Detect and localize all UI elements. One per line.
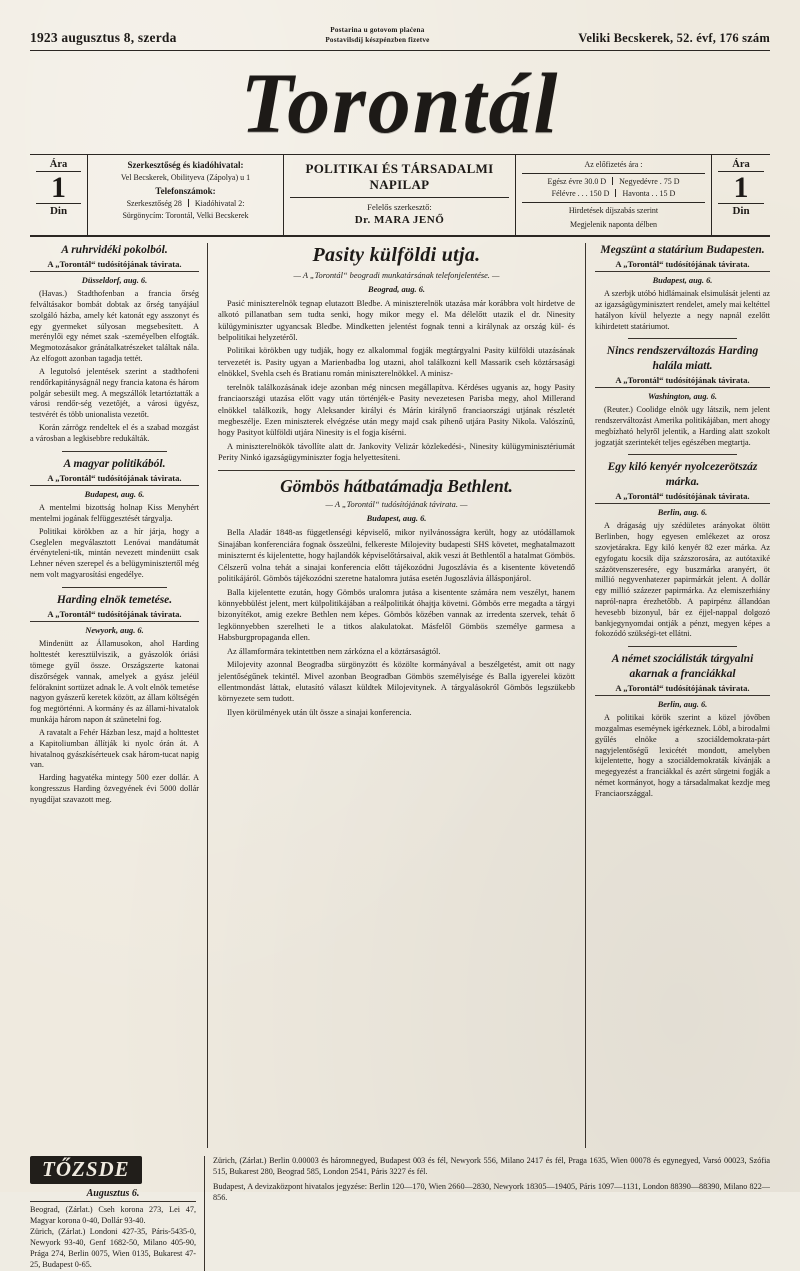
paper-type-block	[284, 155, 516, 235]
article-kicker: A „Torontál“ tudósítójának távirata.	[30, 609, 199, 622]
article-title: Harding elnök temetése.	[56, 593, 173, 606]
article-paragraph: A politikai körök szerint a közel jövőben mozgalmas eseméynek igérkeznek. Löbl, a birodalmi gyűlés elnöke a szociáldemokrata-párt nagyjelentőségű lexicétét mondott, amelyben kijelentette, hogy a szociáldemokraták kívánják a megegyezést a franciákkal és azért sürgetni fogják a német kormányot, hogy a társadalmakat kezdje meg Franciaországgal.	[595, 713, 770, 798]
article-german-socialists	[595, 652, 770, 799]
masthead-title: Torontál	[240, 55, 560, 152]
article-dateline: Düsseldorf, aug. 6.	[81, 276, 148, 286]
article-title: Pasity külföldi utja.	[312, 243, 481, 266]
issue-identifier: Veliki Becskerek, 52. évf, 176 szám	[578, 31, 770, 46]
article-dateline: Beograd, aug. 6.	[367, 284, 425, 294]
postal-line-2: Postavilsdíj készpénzben fizetve	[325, 35, 430, 44]
stock-exchange-date: Augusztus 6.	[30, 1188, 196, 1202]
article-paragraph: Politikai körökben ugy tudják, hogy ez alkalommal fogják megtárgyalni Pasity külföldi utazásának tervezetét is. Pasity ugyan a Marienbadba log utazni, ahol találkozni kell Massarik cseh köztársasági elnökkel, Svehla cseh és Bratianu román miniszterelnökkel. A minisz-	[218, 346, 575, 379]
stock-quote-block: Beograd, (Zárlat.) Cseh korona 273, Lei 47, Magyar korona 0-40, Dollár 93-40.	[30, 1204, 196, 1225]
price-currency-right: Din	[718, 203, 764, 217]
article-dateline: Newyork, aug. 6.	[85, 626, 144, 636]
stock-exchange-right	[205, 1156, 770, 1204]
article-paragraph: A mentelmi bizottság holnap Kiss Menyhért mentelmi jogának felfüggesztését tárgyalja.	[30, 503, 199, 523]
vertical-separator-icon	[612, 177, 613, 185]
article-paragraph: Bella Aladár 1848-as függetlenségi képviselő, mikor nyilvánosságra került, hogy az utódállamok Sinajában konferenciára fognak összeülni, felkereste Milojevity budapesti SHS követet, meghatalmazott miniszternt és kijelentette, hogy hajlandók képviselőtársaival, akik veszi át Bethlentől a hatalmat Gömbös. Célszerű volna tehát a sinajai konferencia előtt tájékozódni Jugoszlávia és a kisentente követendő politikájáról. Gömbös tájékozódni szeretne hatalomra jutása esetén Jugoszlávia állásponjárol.	[218, 528, 576, 584]
article-paragraph: Milojevity azonnal Beogradba sürgönyzött és közölte kormányával a beszélgetést, amit ott nagy jelentőségűnek tekintél. Mivel azonban Beogradban Gömbös személyisége és Balla igyerelei között ellentmondást láttak, elutasító választ küldtek Milojevitynek. A tárgyalásokról Gömbös legszükebb környezete sem tudott.	[218, 660, 575, 704]
stock-exchange-title: TŐZSDE	[30, 1156, 142, 1184]
editorial-office-info	[88, 155, 284, 235]
postal-line-1: Postarina u gotovom plaćena	[330, 26, 425, 34]
article-paragraph: Mindenütt az Államusokon, ahol Harding holttestét keresztülviszik, a gyászolók óriási tömege gyűl össze. Országszerte katonai díszőrségek vannak, amelyek a gyász jeléül felöraknint sortüzet adnak le. A volt elnök temetése nagyon gyászerű keretek között, az állam költségén fog megtörténni. A kormány és az állami-hivatalok munkája három napon át szünetelni fog.	[30, 639, 199, 725]
rate-quarter: Negyedévre . 75 D	[619, 176, 680, 186]
price-label-left: Ára	[36, 159, 81, 172]
article-paragraph: A legutolsó jelentések szerint a stadthofeni rendőrkapitányságnál negy francia katona és három polgár sebesült meg. A megszállók letartóztatták a városi rendőr-ség vezetőjét, a városi ügyész, testvérét és több unionalista vezetőt.	[30, 366, 199, 420]
article-dateline: Washington, aug. 6.	[648, 392, 717, 402]
article-paragraph: Politikai körökben az a hír járja, hogy a Cseglelen megválasztott Lenóvai mandátumát érvényteleni-tik, mintán nevezett mindenütt csak Lehner néven szerepel és a belügyminisztertől még nem volt magyarosítási engedélye.	[30, 526, 199, 580]
stock-exchange-left	[30, 1156, 205, 1271]
responsible-editor-label: Felelős szerkesztő:	[367, 201, 432, 212]
article-kicker: A „Torontál“ tudósítójának távirata.	[595, 491, 770, 504]
rate-month: Havonta . . 15 D	[622, 188, 676, 198]
price-label-right: Ára	[718, 159, 764, 172]
paper-type: POLITIKAI ÉS TÁRSADALMI NAPILAP	[290, 161, 509, 198]
article-no-system-change	[595, 344, 770, 448]
article-kicker: A „Torontál“ tudósítójának távirata.	[595, 259, 770, 272]
column-center	[208, 243, 586, 1148]
article-paragraph: Balla kijelentette ezután, hogy Gömbös uralomra jutása a kisentente számára nem veszélyt, hanem könnyebbülést jelent, mert külpolitikájában a reálpolitikát óhajtja követni. Gömbös erre megadta a tárgyi bizonyítékot, amig ezekre Bethlen nem képes. Gömbös közében vannak az irredenta szervek, tehát ő legkönnyebben szerelheti le a titkos alakulatokat. Másfelől Gömbös személye garmesa a Habsburgpropaganda ellen.	[218, 587, 575, 643]
office-address: Vel Becskerek, Obilityeva (Zápolya) u 1	[120, 172, 251, 182]
article-gombos-bethlen	[218, 476, 575, 719]
article-kicker: A „Torontál“ tudósítójának távirata.	[595, 683, 770, 696]
phone-label: Telefonszámok:	[155, 186, 216, 197]
article-pasity-foreign-trip	[218, 243, 575, 464]
article-divider	[628, 338, 737, 339]
article-paragraph: A szerbjk utóbó hidlámainak elsimulását jelenti az az igazságügyminisztert rendelet, amely mai keltéttel hatályon kívül helyezte a negy napnál ezelőtt kihirdetett statáriumot.	[595, 289, 770, 331]
subscription-info	[516, 155, 712, 235]
article-ruhr	[30, 243, 199, 445]
column-right	[586, 243, 770, 1148]
column-left	[30, 243, 208, 1148]
article-title: A ruhrvidéki pokolból.	[61, 243, 168, 256]
article-paragraph: (Havas.) Stadthofenban a francia őrség felváltásakor bombát dobtak az őrség tanyájául szolgáló házba, amely két katonát egy asszonyt és egy gyermeket súlyosan megsebesített. A merénylői egy német szak -szeméyelben elfogták. Megmotozásakor gránátalkatrészeket találtak nála. Az elfogott azonban tagadja tettét.	[30, 289, 199, 364]
subscription-title: Az előfizetés ára :	[522, 159, 705, 174]
issue-date: 1923 augusztus 8, szerda	[30, 30, 177, 46]
article-dateline: Berlin, aug. 6.	[657, 508, 708, 518]
phone-editorial: Szerkesztőség 28	[126, 199, 182, 209]
article-kicker: A „Torontál“ tudósítójának távirata.	[595, 375, 770, 388]
article-paragraph: (Reuter.) Coolidge elnök ugy látszik, nem jelent rendszerváltozást Amerika politikájában, mert ahogy megbízható helyről jelentik, a Harding alatt szokolt jogzatját szerintekét teljes egészében megtartja.	[595, 405, 770, 447]
article-paragraph: A ravatalt a Fehér Házban lesz, majd a holttestet a Kapitoliumban állítják ki nyolc órán át. A hivatalnoq gyászkísérteuek csak három-tucat napig van.	[30, 727, 199, 770]
article-title: A német szociálisták tárgyalni akarnak a franciákkal	[611, 653, 754, 680]
article-divider	[628, 646, 737, 647]
article-title: A magyar politikából.	[63, 457, 166, 470]
article-divider	[218, 470, 575, 471]
article-statarium-ended	[595, 243, 770, 333]
price-value-left: 1	[51, 170, 66, 204]
article-paragraph: Harding hagyatéka mintegy 500 ezer dollár. A kongresszus Harding özvegyének évi 5000 dollár nyugdíjat szavazott meg.	[30, 773, 199, 804]
article-columns	[30, 243, 770, 1148]
article-kicker: A „Torontál“ tudósítójának távirata.	[30, 473, 199, 486]
article-title: Megszünt a statárium Budapesten.	[600, 243, 765, 256]
article-title: Gömbös hátbatámadja Bethlent.	[280, 475, 513, 496]
article-hungarian-politics	[30, 457, 199, 581]
article-paragraph: terelnök találkozásának ideje azonban még nincsen megállapítva. Kérdéses ugyanis az, hogy Pasity franciaországi utazása előtt vagy után történjék-e Pasity nevezetesen Parisba megy, ahol Millerand elnökkel találkozik, hogy Aleksander királyi és Márín királynő franciaországi utjának részletét megbeszélje. Ezen miniszterek elvégzése után megy majd csak pihenő utjára Pasity Nikola. Valószínű, hogy Pasityot külföldi utjára Ninesity is el fogja kísérni.	[218, 382, 575, 438]
article-paragraph: A miniszterelnökök távollíte alatt dr. Jankovity Velizár közlekedési-, Ninesity külügyminisztériumát Perity Ninkó igazságügyminiszter fogja helyettesíteni.	[218, 441, 575, 463]
article-subkicker: — A „Torontál“ beogradi munkatársának telefonjelentése. —	[293, 270, 500, 280]
ad-rates-note: Hirdetések díjszabás szerint	[568, 205, 659, 215]
article-paragraph: Ilyen körülmények után ült össze a sinajai konferencia.	[227, 707, 412, 717]
article-divider	[628, 454, 737, 455]
article-subkicker: — A „Torontál“ tudósítójának távirata. —	[325, 500, 468, 510]
subscription-rates	[522, 174, 705, 203]
stock-quote-block: Zürich, (Zárlat.) Berlin 0.00003 és háromnegyed, Budapest 003 és fél, Newyork 556, Milano 2417 és fél, Praga 1635, Wien 00078 és egynegyed, Varsó 00023, Szófia 515, Bukarest 280, Beograd 585, London 2541, Páris 3227 és fél.	[213, 1155, 770, 1176]
editor-name: Dr. MARA JENŐ	[354, 213, 445, 226]
article-divider	[62, 587, 167, 588]
vertical-separator-icon	[615, 189, 616, 197]
price-currency-left: Din	[36, 203, 81, 217]
article-kicker: A „Torontál“ tudósítójának távirata.	[30, 259, 199, 272]
stock-quote-block: Budapest, A devizaközpont hivatalos jegyzése: Berlin 120—170, Wien 2660—2830, Newyork 18305—19405, Páris 1097—1131, London 88390—88390, Milano 822—856.	[213, 1181, 770, 1202]
rate-year: Egész évre 30.0 D	[547, 176, 607, 186]
article-paragraph: Korán zárrögz rendeltek el és a szabad mozgást a városban a legkisebbre redukálták.	[30, 423, 199, 443]
article-harding-funeral	[30, 593, 199, 806]
top-meta-line	[30, 26, 770, 46]
article-dateline: Berlin, aug. 6.	[657, 700, 708, 710]
stock-exchange-section	[30, 1156, 770, 1271]
article-paragraph: A drágaság ujy szédületes arányokat öltött Berlinben, hogy egyesen emlékezet az orosz szovjetárakra. Egy kiló kenyér 82 ezer márka. Az egyfogatu kocsik díja százszorosára, az autótaxiké százötvenszeresére, egy buszmárka aranyért, öt millió negyvenhatezer papirmárkát jelent. A dollár egy millió százezer papirmárka. Az elemiszerhiány napról-napra érezhetőbb. A papirpénz állandóan hevesebb bizonyul, bár ez éjjel-nappal dolgozó bankjegynyomdai ontják a pénzt, megyen képes a fokozódó szükségi-tet ellátni.	[595, 521, 770, 639]
article-title: Nincs rendszerváltozás Harding halála miatt.	[606, 345, 759, 372]
publication-frequency: Megjelenik naponta délben	[569, 219, 658, 229]
price-value-right: 1	[733, 170, 749, 204]
rate-half: Félévre . . . 150 D	[551, 188, 610, 198]
price-box-left	[30, 155, 88, 235]
postal-notice	[325, 26, 429, 45]
stock-exchange-body	[30, 1156, 770, 1271]
article-title: Egy kiló kenyér nyolcezerötszáz márka.	[607, 461, 758, 488]
phone-publishing: Kiadóhivatal 2:	[194, 199, 245, 209]
office-label: Szerkesztőség és kiadóhivatal:	[127, 159, 244, 170]
telegram-address: Sürgönycím: Torontál, Velki Becskerek	[122, 210, 249, 220]
article-divider	[62, 451, 167, 452]
top-divider	[30, 50, 770, 51]
vertical-separator-icon	[188, 199, 189, 207]
article-dateline: Budapest, aug. 6.	[652, 276, 713, 286]
article-dateline: Budapest, aug. 6.	[366, 514, 427, 524]
article-paragraph: Pasić miniszterelnök tegnap elutazott Bledbe. A miniszterelnök utazása már korábbra volt hirdetve de alkotó pillanatban sem tudta senki, hogy mikor megy el. Ma délelőtt utazik el dr. Ninesity külügyminiszter ugyancsak Bledbe. Mindketten jelentést fognak tenni a királynak az ország kül- és belpolitikai helyzetéről.	[218, 298, 575, 342]
article-dateline: Budapest, aug. 6.	[84, 490, 145, 500]
price-box-right	[712, 155, 770, 235]
masthead-info-box	[30, 154, 770, 237]
article-paragraph: Az államformára tekintettben nem zárkózna el a köztársaságtól.	[227, 646, 441, 656]
article-bread-price	[595, 460, 770, 640]
stock-quote-block: Zürich, (Zárlat.) Londoni 427-35, Páris-5435-0, Newyork 93-40, Genf 1682-50, Milano 405-90, Prága 274, Berlin 0075, Wien 0135, Bukarest 47-25, Budapest 0-65.	[30, 1226, 196, 1269]
